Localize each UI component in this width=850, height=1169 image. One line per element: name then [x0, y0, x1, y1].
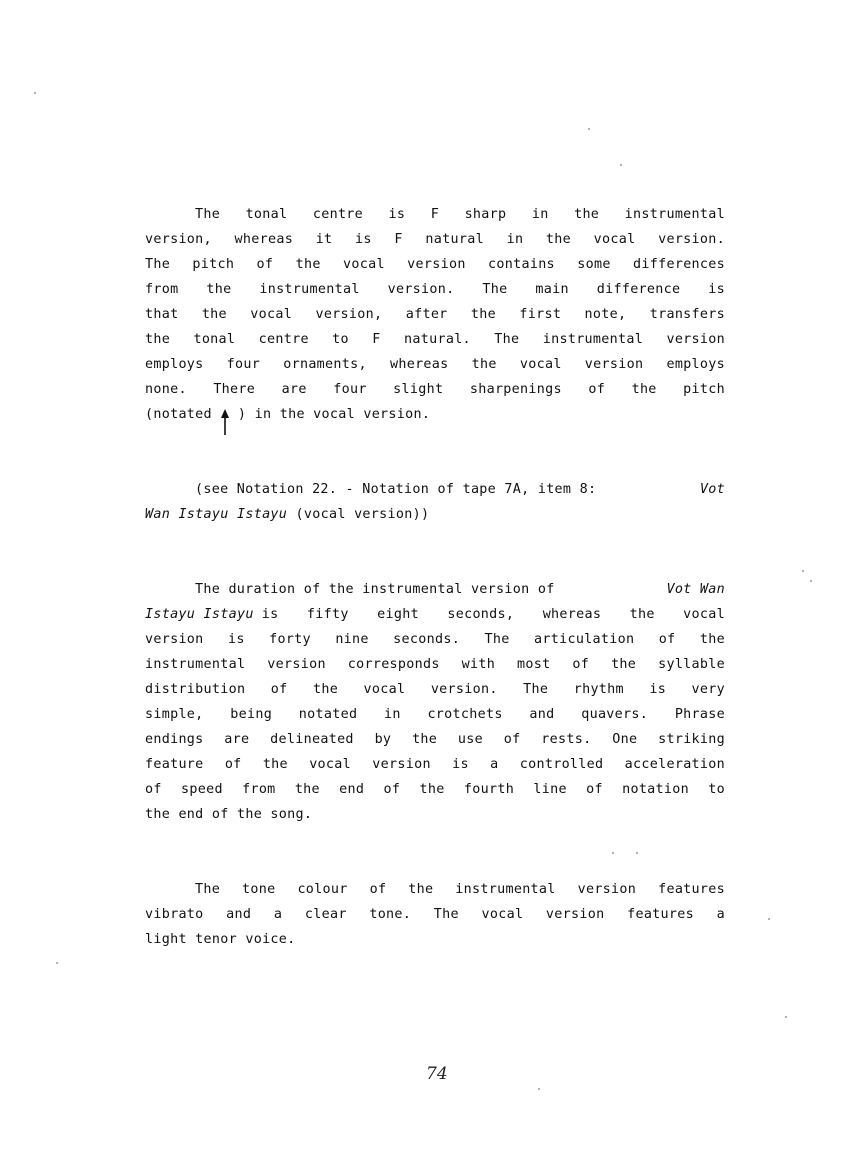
- text-line: feature of the vocal version is a controlled acceleration: [145, 757, 725, 772]
- text-line: the end of the song.: [145, 807, 313, 822]
- song-title-segment: Vot Wan: [666, 582, 725, 597]
- page-number: 74: [426, 1064, 448, 1084]
- paragraph-notation-reference: [145, 477, 725, 527]
- scan-speck: [810, 580, 812, 582]
- text-line: version is forty nine seconds. The articulation of the: [145, 632, 725, 647]
- text-line: [145, 502, 725, 527]
- text-line: The pitch of the vocal version contains some differences: [145, 257, 725, 272]
- scan-speck: [612, 852, 614, 854]
- text-segment: ) in the vocal version.: [237, 407, 431, 422]
- scan-speck: [538, 1088, 540, 1090]
- text-line: The tonal centre is F sharp in the instrumental: [195, 207, 725, 222]
- song-title-segment: Vot: [699, 482, 725, 497]
- text-line: distribution of the vocal version. The rhythm is very: [145, 682, 725, 697]
- text-line: [145, 477, 725, 502]
- text-line: employs four ornaments, whereas the vocal version employs: [145, 357, 725, 372]
- text-line: none. There are four slight sharpenings of the pitch: [145, 382, 725, 397]
- text-line: instrumental version corresponds with most of the syllable: [145, 657, 725, 672]
- song-title-segment: Istayu Istayu: [145, 607, 254, 622]
- paragraph-duration: [145, 577, 725, 827]
- scan-speck: [636, 852, 638, 854]
- scan-speck: [802, 570, 804, 572]
- paragraph-tone-colour: [145, 877, 725, 952]
- text-segment: (notated: [145, 407, 212, 422]
- text-line: The tone colour of the instrumental version features: [195, 882, 725, 897]
- text-line: [145, 402, 725, 427]
- text-line: the tonal centre to F natural. The instrumental version: [145, 332, 725, 347]
- text-line: [145, 577, 725, 602]
- scan-speck: [785, 1016, 787, 1018]
- scan-speck: [620, 164, 622, 166]
- text-segment: The duration of the instrumental version of: [195, 582, 555, 597]
- text-line: vibrato and a clear tone. The vocal version features a: [145, 907, 725, 922]
- paragraph-tonal-centre: [145, 202, 725, 427]
- text-segment: is fifty eight seconds, whereas the vocal: [261, 607, 725, 622]
- scan-speck: [588, 128, 590, 130]
- scan-speck: [768, 918, 770, 920]
- scan-speck: [34, 92, 36, 94]
- text-line: version, whereas it is F natural in the vocal version.: [145, 232, 725, 247]
- text-segment: (see Notation 22. - Notation of tape 7A, item 8:: [195, 482, 597, 497]
- text-line: from the instrumental version. The main difference is: [145, 282, 725, 297]
- scan-speck: [56, 962, 58, 964]
- text-line: of speed from the end of the fourth line of notation to: [145, 782, 725, 797]
- text-line: that the vocal version, after the first note, transfers: [145, 307, 725, 322]
- song-title-segment: Wan Istayu Istayu: [145, 507, 288, 522]
- text-line: light tenor voice.: [145, 932, 296, 947]
- text-line: endings are delineated by the use of rests. One striking: [145, 732, 725, 747]
- text-line: [145, 602, 725, 627]
- text-segment: (vocal version)): [295, 507, 430, 522]
- text-line: simple, being notated in crotchets and quavers. Phrase: [145, 707, 725, 722]
